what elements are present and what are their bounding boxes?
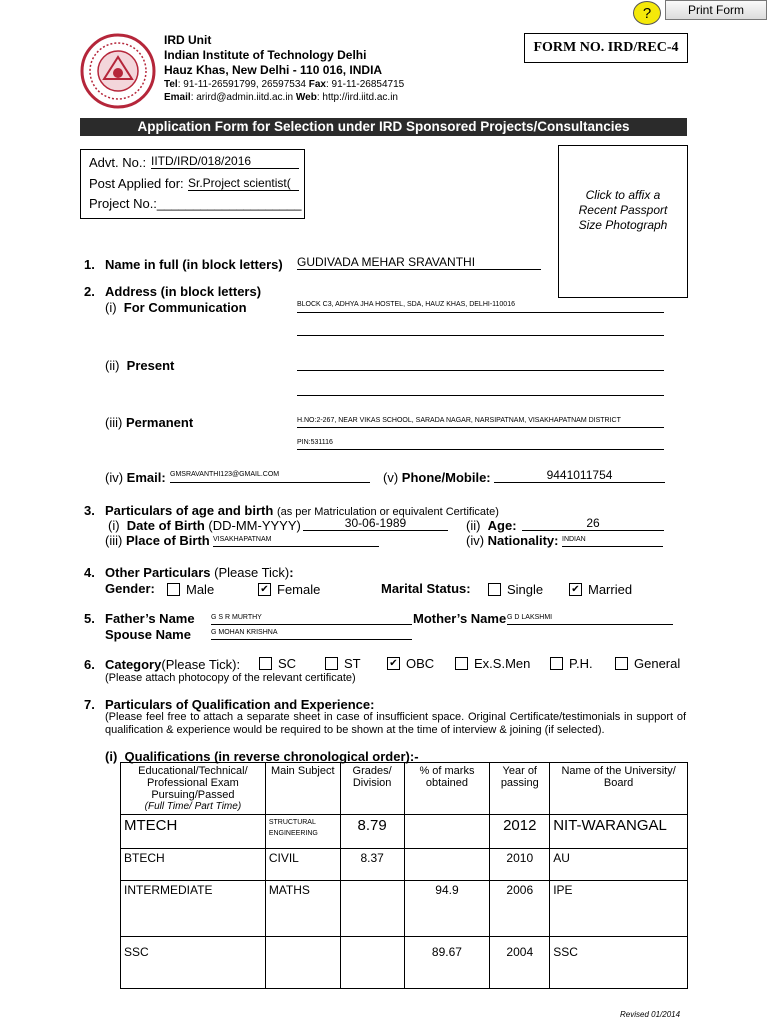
comm-num: (i) [105,300,117,315]
general-label: General [634,656,681,671]
help-button[interactable] [633,1,661,25]
q7-number: 7. [84,697,95,712]
table-row [121,937,688,989]
email-field[interactable]: GMSRAVANTHI123@GMAIL.COM [170,471,370,483]
father-name-field[interactable]: G S R MURTHY [211,614,412,625]
q1-number: 1. [84,257,95,272]
email-label: Email: [126,470,166,485]
category-general-option[interactable] [615,656,680,671]
category-exsmen-option[interactable] [455,656,530,671]
spouse-name-field[interactable]: G MOHAN KRISHNA [211,629,412,640]
present-num: (ii) [105,358,120,373]
exsmen-label: Ex.S.Men [474,656,531,671]
col-university-header: Name of the University/ Board [550,763,688,815]
category-sc-option[interactable] [259,656,296,671]
marital-married-option[interactable] [569,582,632,597]
cell-marks[interactable] [404,815,490,849]
col-marks-header: % of marks obtained [404,763,490,815]
q5-number: 5. [84,611,95,626]
q6-note: (Please attach photocopy of the relevant certificate) [105,672,356,684]
form-title-banner: Application Form for Selection under IRD Sponsored Projects/Consultancies [80,118,687,136]
st-label: ST [344,656,361,671]
age-num: (ii) [466,518,481,533]
dob-field[interactable]: 30-06-1989 [303,516,448,531]
single-checkbox[interactable] [488,583,501,596]
qualifications-table [120,762,688,989]
phone-num: (v) [383,470,399,485]
pob-field[interactable]: VISAKHAPATNAM [213,536,379,547]
cell-grades[interactable]: 8.79 [340,815,404,849]
cell-exam[interactable]: SSC [121,937,266,989]
comm-address-line-1[interactable]: BLOCK C3, ADHYA JHA HOSTEL, SDA, HAUZ KHAS, DELHI-110016 [297,301,664,313]
col-year-header: Year of passing [490,763,550,815]
q6-number: 6. [84,657,95,672]
table-row [121,881,688,937]
header-email-web: Email: arird@admin.iitd.ac.in Web: http://ird.iitd.ac.in [164,92,398,103]
female-checkbox[interactable]: ✔ [258,583,271,596]
female-label: Female [277,582,321,597]
q4-label: Other Particulars [105,565,211,580]
header-institute: Indian Institute of Technology Delhi [164,48,367,62]
advt-label: Advt. No.: [89,155,147,170]
male-checkbox[interactable] [167,583,180,596]
married-checkbox[interactable]: ✔ [569,583,582,596]
header-unit: IRD Unit [164,33,212,47]
mother-name-field[interactable]: G D LAKSHMI [507,614,673,625]
header-location: Hauz Khas, New Delhi - 110 016, INDIA [164,63,383,77]
cell-exam[interactable]: INTERMEDIATE [121,881,266,937]
cell-year[interactable]: 2004 [490,937,550,989]
q7-sub-num: (i) [105,749,118,764]
photo-line-3: Size Photograph [578,218,668,232]
cell-subject[interactable]: MATHS [265,881,340,937]
col-grades-header: Grades/ Division [340,763,404,815]
photo-box[interactable] [558,145,688,298]
spouse-label: Spouse Name [105,627,191,642]
q7-label: Particulars of Qualification and Experience: [105,697,375,712]
table-header-row [121,763,688,815]
mother-label: Mother’s Name [413,611,507,626]
category-st-option[interactable] [325,656,361,671]
sc-label: SC [278,656,297,671]
q3-number: 3. [84,503,95,518]
pob-label: Place of Birth [125,533,210,548]
age-field[interactable]: 26 [522,516,664,531]
cell-exam[interactable]: MTECH [121,815,266,849]
perm-address-line-1[interactable]: H.NO:2-267, NEAR VIKAS SCHOOL, SARADA NAGAR, NARSIPATNAM, VISAKHAPATNAM DISTRICT [297,417,664,428]
dob-num: (i) [108,518,120,533]
present-label: Present [126,358,175,373]
col-subject-header: Main Subject [265,763,340,815]
q6-hint: (Please Tick): [161,657,241,672]
photo-line-1: Click to affix a [585,188,661,202]
help-icon: ? [642,4,652,22]
cell-year[interactable]: 2012 [490,815,550,849]
q1-label: Name in full (in block letters) [105,257,283,272]
iitd-seal-logo [80,33,156,109]
cell-subject[interactable]: CIVIL [265,849,340,881]
gender-label: Gender: [105,581,155,596]
cell-marks[interactable]: 89.67 [404,937,490,989]
phone-field[interactable]: 9441011754 [494,468,665,483]
present-address-line-2[interactable] [297,395,664,396]
cell-exam[interactable]: BTECH [121,849,266,881]
perm-num: (iii) [105,415,123,430]
cell-subject[interactable]: STRUCTURAL ENGINEERING [265,815,340,849]
pob-num: (iii) [105,533,123,548]
marital-single-option[interactable] [488,582,543,597]
photo-line-2: Recent Passport [578,203,668,217]
married-label: Married [588,582,633,597]
form-number-box: FORM NO. IRD/REC-4 [524,33,688,63]
cell-grades[interactable] [340,881,404,937]
table-row [121,815,688,849]
ph-checkbox[interactable] [550,657,563,670]
gender-female-option[interactable] [258,582,320,597]
obc-label: OBC [406,656,435,671]
father-label: Father’s Name [105,611,195,626]
category-obc-option[interactable] [387,656,434,671]
nationality-field[interactable]: INDIAN [562,536,663,547]
cell-marks[interactable]: 94.9 [404,881,490,937]
comm-label: For Communication [123,300,247,315]
dob-label: Date of Birth [126,518,205,533]
dob-format: (DD-MM-YYYY) [208,518,301,533]
general-checkbox[interactable] [615,657,628,670]
name-field[interactable]: GUDIVADA MEHAR SRAVANTHI [297,255,541,270]
cell-year[interactable]: 2010 [490,849,550,881]
q7-note: (Please feel free to attach a separate sheet in case of insufficient space. Original Certificate/testimonials in support of qualification & experience would be required to be shown at the time of interview & joining (if selected). [105,711,686,736]
q3-label: Particulars of age and birth [105,503,274,518]
nat-num: (iv) [466,533,485,548]
email-num: (iv) [105,470,124,485]
header-contact: Tel: 91-11-26591799, 26597534 Fax: 91-11-26854715 [164,79,405,90]
table-row [121,849,688,881]
cell-university[interactable]: SSC [550,937,688,989]
age-label: Age: [487,518,517,533]
post-applied-field[interactable]: Sr.Project scientist( [188,176,299,191]
nat-label: Nationality: [487,533,559,548]
advt-box [80,149,305,219]
print-form-button[interactable]: Print Form [665,0,767,20]
q4-number: 4. [84,565,95,580]
cell-university[interactable]: IPE [550,881,688,937]
cell-grades[interactable] [340,937,404,989]
cell-university[interactable]: AU [550,849,688,881]
single-label: Single [507,582,544,597]
cell-subject[interactable] [265,937,340,989]
perm-address-line-2[interactable]: PIN:531116 [297,439,664,450]
marital-label: Marital Status: [381,581,471,596]
cell-marks[interactable] [404,849,490,881]
project-label: Project No.: [89,196,157,211]
cell-year[interactable]: 2006 [490,881,550,937]
post-label: Post Applied for: [89,176,184,191]
present-address-line-1[interactable] [297,370,664,371]
q2-label: Address (in block letters) [105,284,262,299]
q4-hint: (Please Tick) [214,565,290,580]
q2-number: 2. [84,284,95,299]
phone-label: Phone/Mobile: [401,470,491,485]
st-checkbox[interactable] [325,657,338,670]
q3-note: (as per Matriculation or equivalent Certificate) [276,506,499,518]
col-exam-header: Educational/Technical/ Professional Exam Pursuing/Passed (Full Time/ Part Time) [121,763,266,815]
q6-label: Category [105,657,162,672]
perm-label: Permanent [125,415,194,430]
exsmen-checkbox[interactable] [455,657,468,670]
obc-checkbox[interactable]: ✔ [387,657,400,670]
project-number-field[interactable]: ____________________ [156,196,302,211]
ph-label: P.H. [569,656,593,671]
gender-male-option[interactable] [167,582,214,597]
sc-checkbox[interactable] [259,657,272,670]
cell-university[interactable]: NIT-WARANGAL [550,815,688,849]
advt-number-field[interactable]: IITD/IRD/018/2016 [151,154,299,169]
comm-address-line-2[interactable] [297,335,664,336]
male-label: Male [186,582,215,597]
cell-grades[interactable]: 8.37 [340,849,404,881]
category-ph-option[interactable] [550,656,593,671]
q7-sub-label: Qualifications (in reverse chronological order):- [124,749,419,764]
revised-note: Revised 01/2014 [620,1010,681,1019]
